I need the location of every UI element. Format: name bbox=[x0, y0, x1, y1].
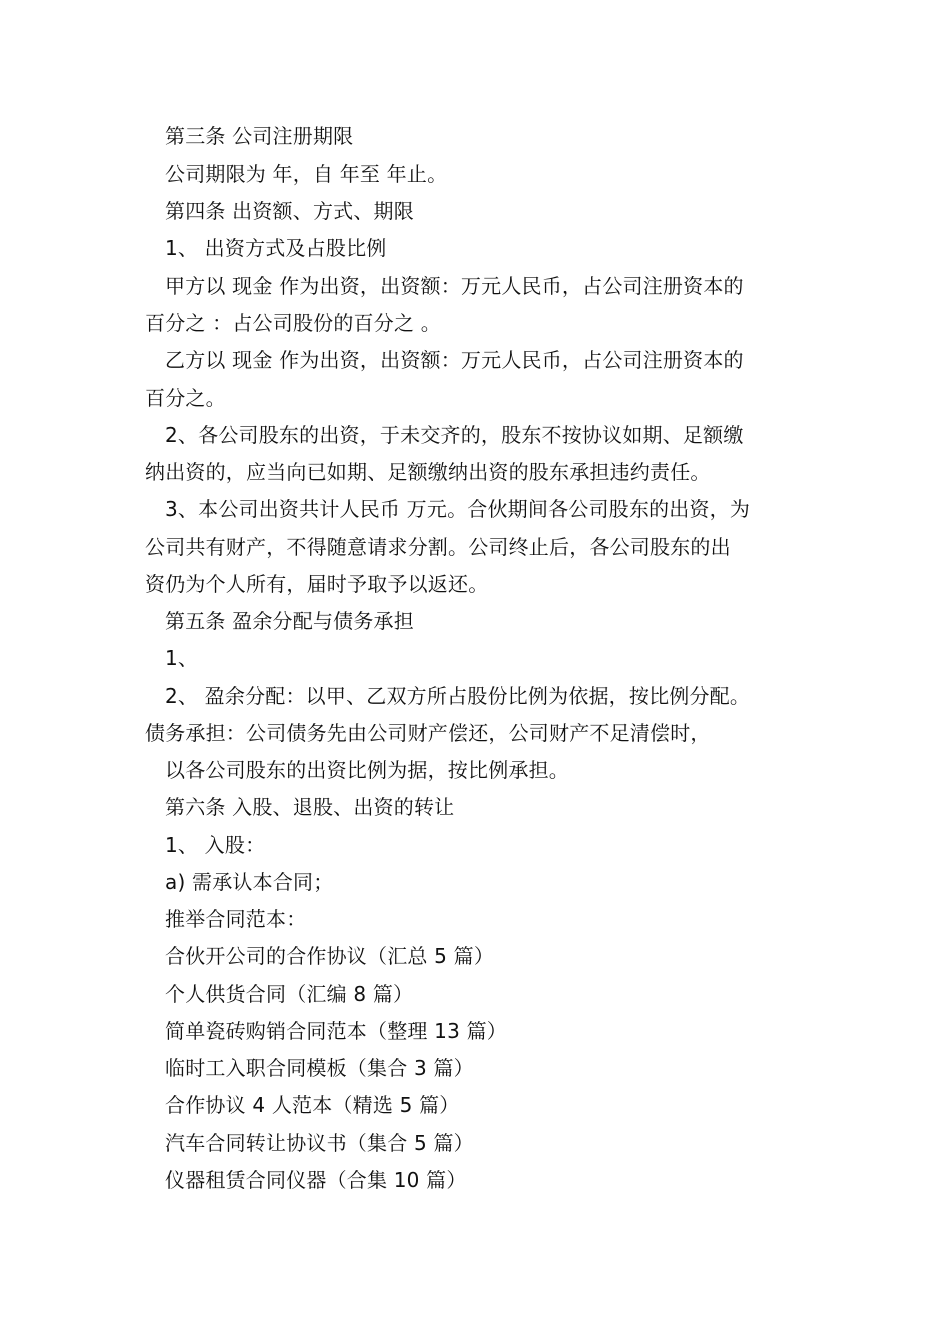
recommend-link[interactable]: 合伙开公司的合作协议（汇总 5 篇） bbox=[165, 944, 495, 968]
paragraph-line: 乙方以 现金 作为出资，出资额：万元人民币，占公司注册资本的 bbox=[165, 348, 744, 372]
paragraph-line: 甲方以 现金 作为出资，出资额：万元人民币，占公司注册资本的 bbox=[165, 274, 744, 298]
paragraph-line: 1、 入股： bbox=[165, 833, 266, 857]
paragraph-line: 公司期限为 年，自 年至 年止。 bbox=[165, 162, 448, 186]
paragraph-line: 1、 bbox=[165, 646, 199, 670]
article-6-heading: 第六条 入股、退股、出资的转让 bbox=[165, 795, 455, 819]
paragraph-line: 2、 盈余分配：以甲、乙双方所占股份比例为依据，按比例分配。 bbox=[165, 684, 751, 708]
article-5-heading: 第五条 盈余分配与债务承担 bbox=[165, 609, 414, 633]
paragraph-line: 1、 出资方式及占股比例 bbox=[165, 236, 387, 260]
recommend-link[interactable]: 临时工入职合同模板（集合 3 篇） bbox=[165, 1056, 474, 1080]
paragraph-line: 以各公司股东的出资比例为据，按比例承担。 bbox=[165, 758, 569, 782]
recommend-link[interactable]: 合作协议 4 人范本（精选 5 篇） bbox=[165, 1093, 460, 1117]
paragraph-line: 百分之。 bbox=[145, 386, 226, 410]
paragraph-line: 纳出资的，应当向已如期、足额缴纳出资的股东承担违约责任。 bbox=[145, 460, 711, 484]
recommend-link[interactable]: 个人供货合同（汇编 8 篇） bbox=[165, 982, 414, 1006]
article-3-heading: 第三条 公司注册期限 bbox=[165, 124, 354, 148]
recommend-link[interactable]: 仪器租赁合同仪器（合集 10 篇） bbox=[165, 1168, 467, 1192]
paragraph-line: 2、各公司股东的出资，于未交齐的，股东不按协议如期、足额缴 bbox=[165, 423, 744, 447]
paragraph-line: 债务承担：公司债务先由公司财产偿还，公司财产不足清偿时， bbox=[145, 721, 711, 745]
article-4-heading: 第四条 出资额、方式、期限 bbox=[165, 199, 414, 223]
paragraph-line: a) 需承认本合同； bbox=[165, 870, 334, 894]
paragraph-line: 公司共有财产，不得随意请求分割。公司终止后，各公司股东的出 bbox=[145, 535, 731, 559]
paragraph-line: 百分之 ：占公司股份的百分之 。 bbox=[145, 311, 441, 335]
recommend-heading: 推举合同范本： bbox=[165, 907, 307, 931]
recommend-link[interactable]: 汽车合同转让协议书（集合 5 篇） bbox=[165, 1131, 474, 1155]
recommend-link[interactable]: 简单瓷砖购销合同范本（整理 13 篇） bbox=[165, 1019, 507, 1043]
paragraph-line: 资仍为个人所有，届时予取予以返还。 bbox=[145, 572, 489, 596]
paragraph-line: 3、本公司出资共计人民币 万元。合伙期间各公司股东的出资，为 bbox=[165, 497, 751, 521]
